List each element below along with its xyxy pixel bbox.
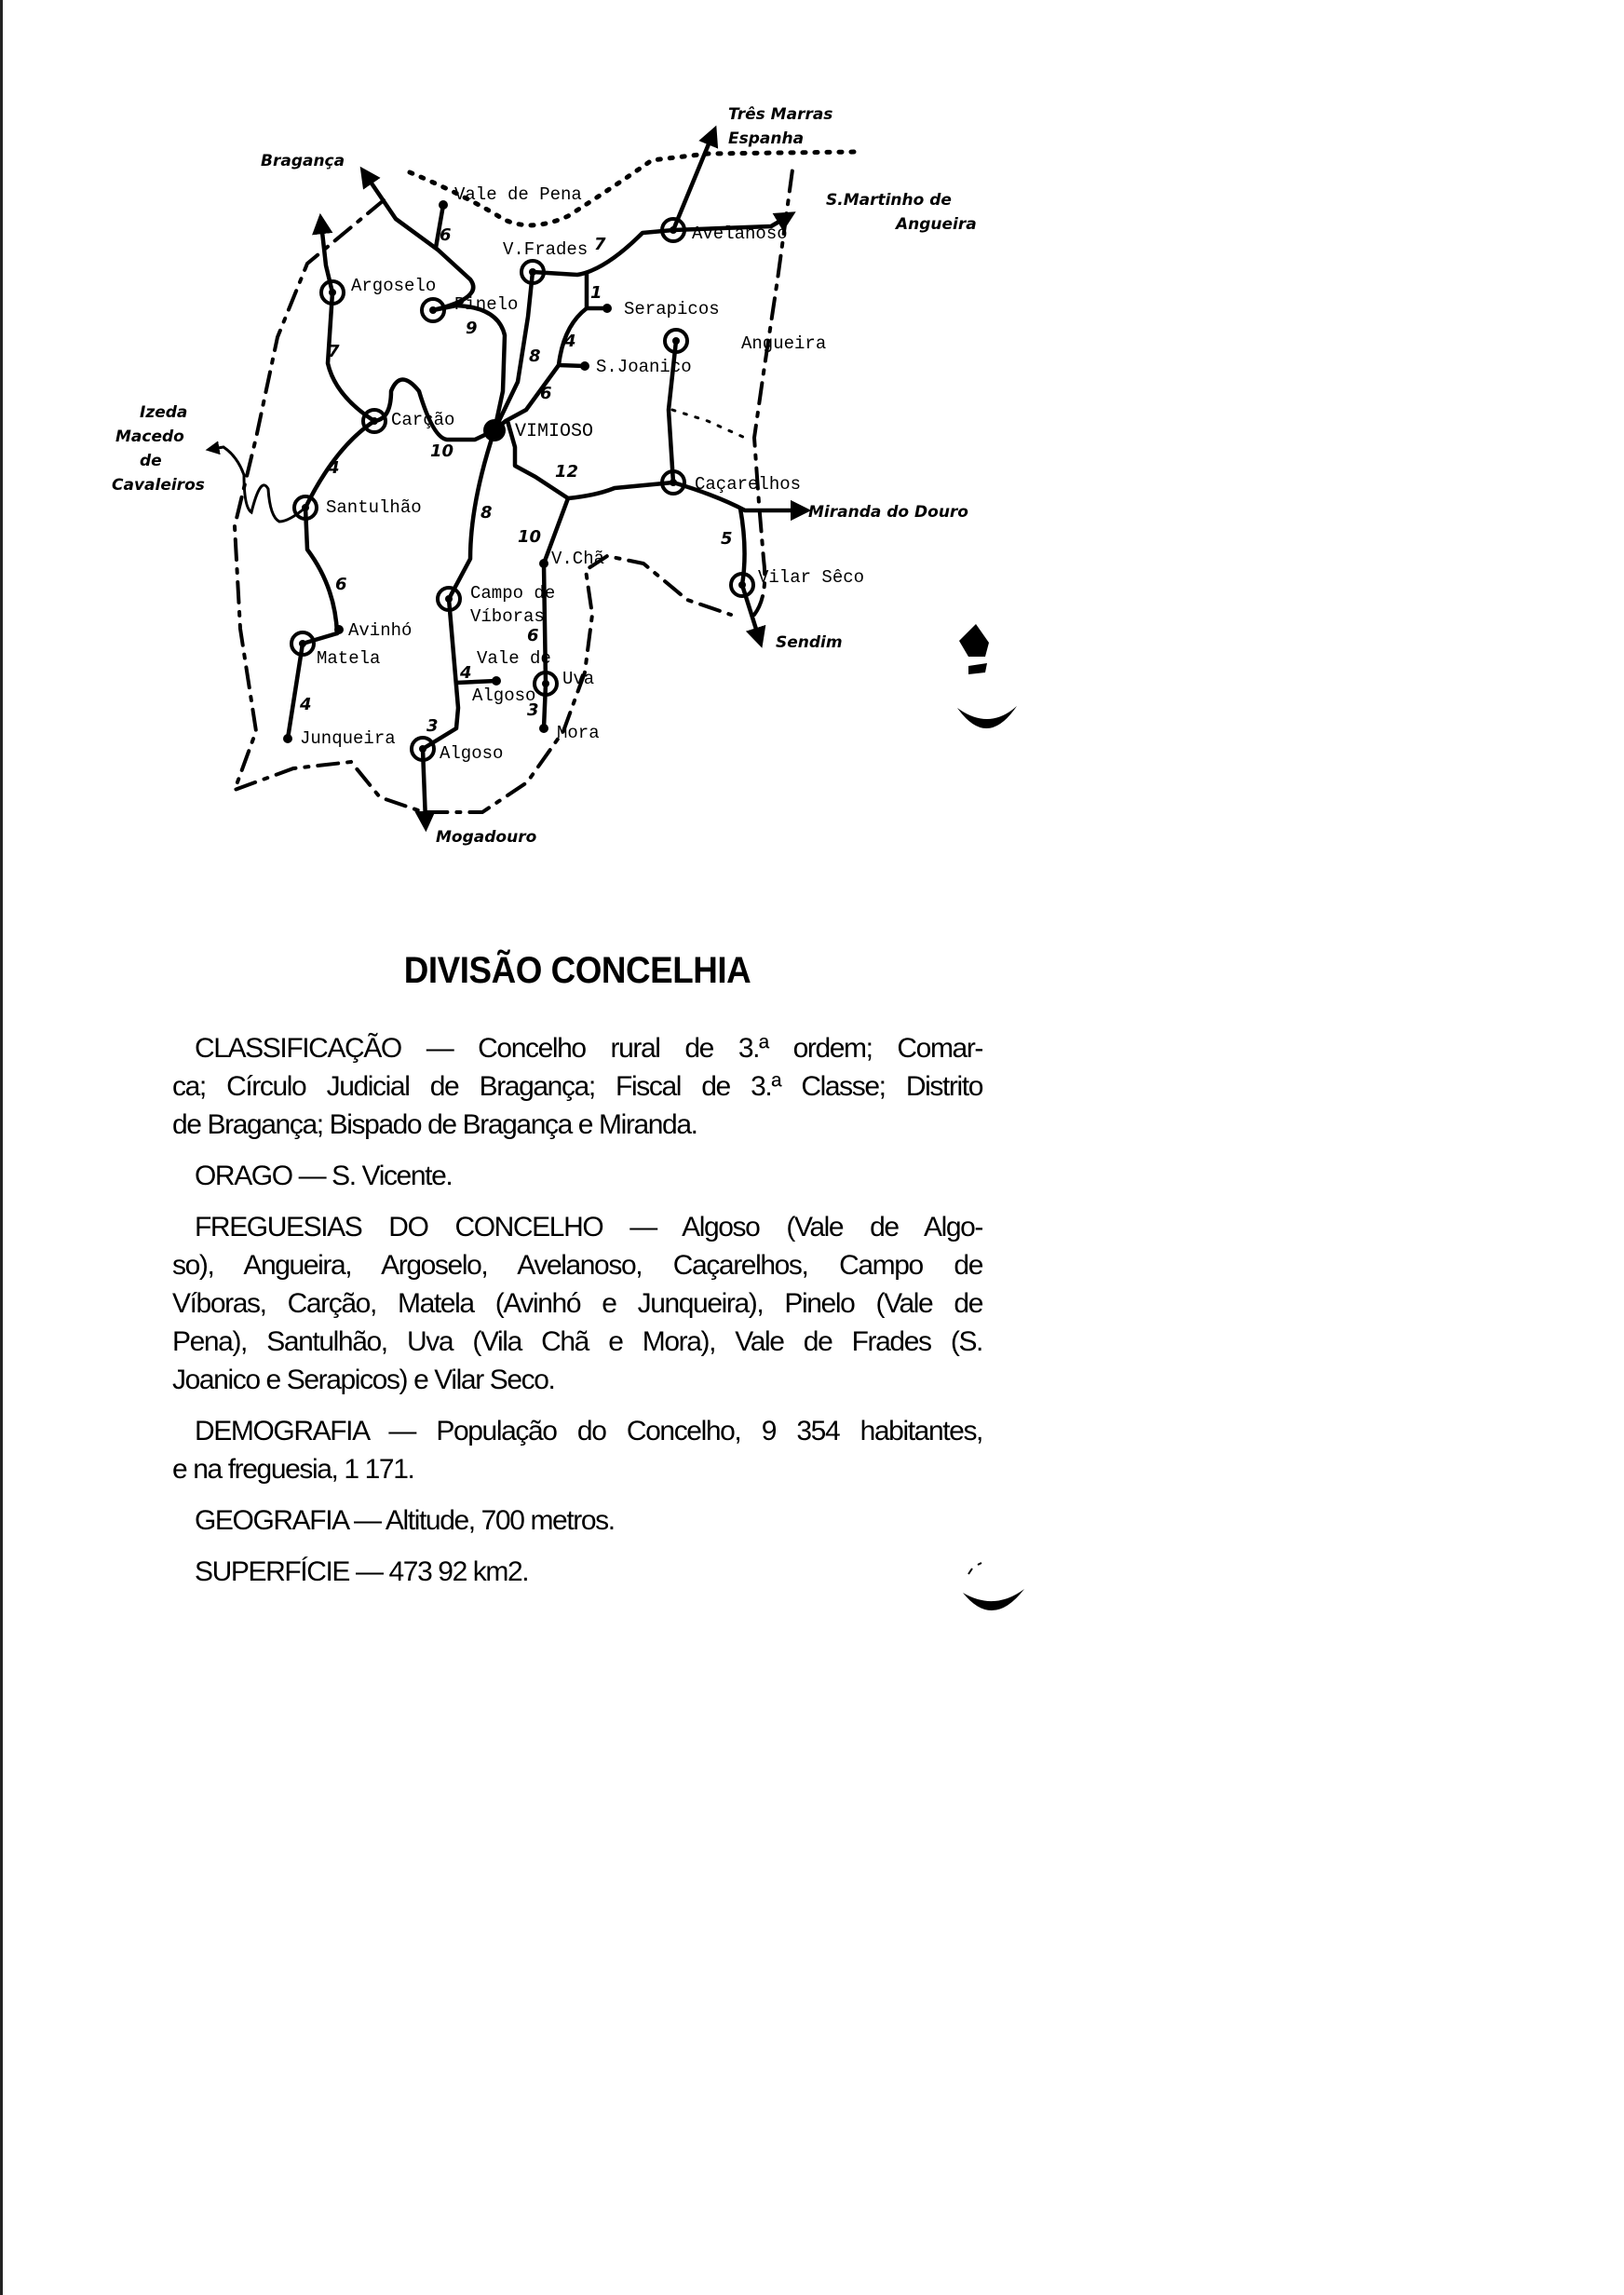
label-vale-de: Vale de: [477, 648, 551, 669]
distance: 10: [518, 527, 542, 547]
text-line: CLASSIFICAÇÃO — Concelho rural de 3.ª ordem; Comar-: [195, 1033, 982, 1064]
paragraph: [172, 1029, 982, 1144]
label-cavaleiros: Cavaleiros: [112, 476, 205, 495]
text-line: FREGUESIAS DO CONCELHO — Algoso (Vale de Algo-: [195, 1212, 982, 1243]
label-angueira: Angueira: [741, 333, 827, 354]
distance: 12: [555, 462, 579, 482]
label-santulhao: Santulhão: [326, 497, 422, 518]
label-mogadouro: Mogadouro: [436, 828, 537, 847]
text-line: DEMOGRAFIA — População do Concelho, 9 354 habitantes,: [195, 1416, 982, 1446]
text-line: e na freguesia, 1 171.: [172, 1454, 414, 1485]
distance: 7: [594, 235, 606, 254]
place-labels: [112, 105, 977, 847]
track-line: [672, 410, 745, 438]
distance: 3: [426, 716, 439, 736]
label-macedo: Macedo: [115, 428, 184, 446]
distance: 8: [529, 346, 541, 366]
paragraph: [172, 1501, 982, 1540]
label-campo: Campo de: [470, 583, 556, 604]
label-v-cha: V.Chã: [551, 549, 605, 569]
label-viboras: Víboras: [470, 606, 545, 627]
distance: 7: [328, 342, 340, 361]
distance: 4: [328, 458, 340, 478]
distance: 8: [480, 503, 493, 523]
distance: 1: [590, 283, 602, 303]
crescent-mark: [957, 706, 1017, 728]
text-line: ORAGO — S. Vicente.: [195, 1161, 453, 1191]
label-mora: Mora: [557, 723, 600, 743]
text-line: ca; Círculo Judicial de Bragança; Fiscal de 3.ª Classe; Distrito: [172, 1071, 982, 1102]
concelho-map: [0, 0, 1624, 931]
label-argoselo: Argoselo: [351, 276, 437, 296]
label-uva: Uva: [562, 669, 595, 689]
label-espanha: Espanha: [728, 129, 805, 148]
label-carcao: Carção: [391, 410, 455, 430]
distance: 4: [460, 663, 472, 683]
text-line: SUPERFÍCIE — 473 92 km2.: [195, 1556, 529, 1587]
label-v-frades: V.Frades: [503, 239, 589, 260]
distance: 9: [466, 319, 478, 338]
paragraph: [172, 1412, 982, 1488]
distance: 5: [721, 529, 733, 549]
label-macedo-de: de: [140, 452, 162, 470]
label-sendim: Sendim: [776, 633, 843, 652]
paragraph: [172, 1157, 982, 1195]
label-s-joanico: S.Joanico: [596, 357, 692, 377]
text-line: Víboras, Carção, Matela (Avinhó e Junqueira), Pinelo (Vale de: [172, 1288, 982, 1319]
distance: 4: [300, 695, 312, 714]
label-pinelo: Pinelo: [454, 294, 519, 315]
label-miranda: Miranda do Douro: [808, 503, 968, 522]
scan-marks: [957, 624, 1017, 728]
s-joanico-dot: [580, 361, 589, 371]
text-line: GEOGRAFIA — Altitude, 700 metros.: [195, 1505, 615, 1536]
label-vimioso: VIMIOSO: [515, 421, 594, 442]
label-vale-de-pena: Vale de Pena: [454, 184, 582, 205]
distance: 6: [440, 225, 452, 245]
label-avelanoso: Avelanoso: [692, 224, 788, 244]
label-vilar-seco: Vilar Sêco: [758, 567, 865, 588]
label-cacarelhos: Caçarelhos: [695, 474, 802, 495]
junqueira-dot: [283, 734, 292, 743]
label-avinho: Avinhó: [348, 620, 413, 641]
label-braganca: Bragança: [261, 152, 345, 170]
label-izeda: Izeda: [140, 403, 188, 422]
label-matela: Matela: [317, 648, 381, 669]
distance: 4: [564, 332, 576, 351]
paragraph: [172, 1208, 982, 1399]
page-title: DIVISÃO CONCELHIA: [403, 950, 751, 991]
label-junqueira: Junqueira: [300, 728, 396, 749]
vale-de-pena-dot: [439, 200, 448, 210]
vimioso-node: [483, 419, 506, 441]
distance: 6: [335, 575, 347, 594]
text-line: de Bragança; Bispado de Bragança e Miranda.: [172, 1109, 697, 1140]
distance: 6: [527, 626, 539, 645]
serapicos-dot: [602, 304, 612, 313]
vale-algoso-dot: [492, 676, 501, 686]
text-line: so), Angueira, Argoselo, Avelanoso, Caçarelhos, Campo de: [172, 1250, 982, 1281]
distance: 10: [430, 441, 454, 461]
vila-cha-dot: [539, 559, 548, 568]
paragraph: [172, 1553, 982, 1591]
label-vale-algoso: Algoso: [472, 686, 536, 706]
label-s-martinho-angueira: Angueira: [896, 215, 977, 234]
text-line: Joanico e Serapicos) e Vilar Seco.: [172, 1365, 555, 1395]
distance: 3: [527, 700, 539, 720]
mora-dot: [539, 724, 548, 733]
avinho-dot: [334, 625, 344, 634]
label-algoso: Algoso: [440, 743, 504, 764]
distance: 6: [540, 384, 552, 403]
label-tres-marras: Três Marras: [728, 105, 833, 124]
document-text: [172, 950, 982, 1604]
label-serapicos: Serapicos: [624, 299, 720, 319]
text-line: Pena), Santulhão, Uva (Vila Chã e Mora), Vale de Frades (S.: [172, 1326, 982, 1357]
label-s-martinho: S.Martinho de: [826, 191, 952, 210]
